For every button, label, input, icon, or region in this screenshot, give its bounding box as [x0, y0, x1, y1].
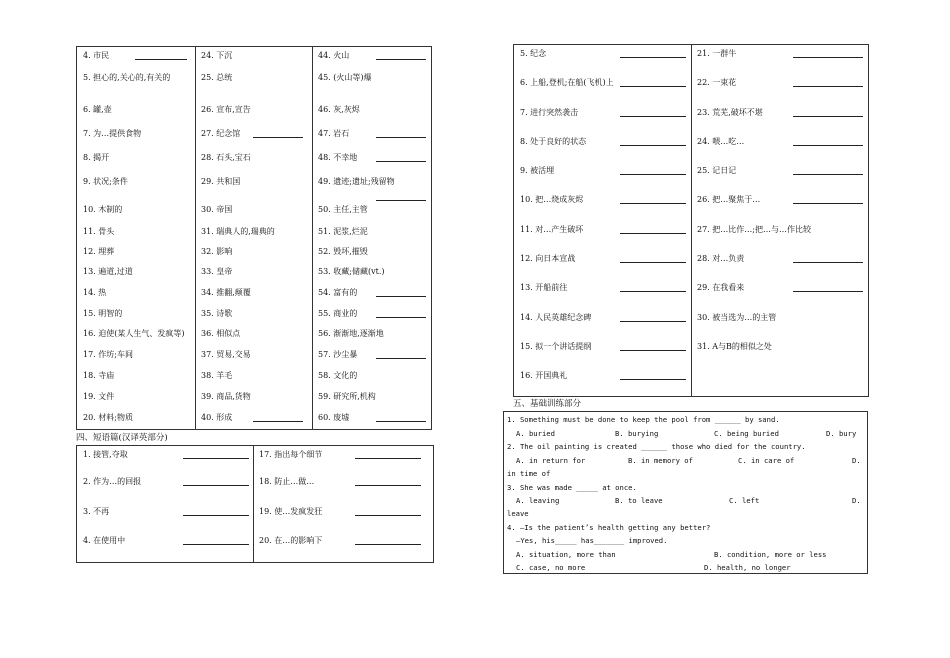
column-divider	[691, 45, 692, 396]
q2-option-d: D.	[852, 456, 861, 465]
answer-blank[interactable]	[183, 507, 249, 516]
phrase-item: 3. 不再	[83, 507, 110, 516]
answer-blank[interactable]	[183, 450, 249, 459]
vocab-item: 14. 热	[83, 288, 107, 297]
vocab-item: 35. 诗歌	[201, 309, 233, 318]
vocab-item: 52. 毁坏,摧毁	[318, 247, 368, 256]
phrase-item: 2. 作为…的回报	[83, 477, 142, 486]
vocab-item: 8. 揭开	[83, 153, 110, 162]
q1-option-d: D. bury	[826, 429, 857, 438]
answer-blank[interactable]	[376, 413, 426, 422]
vocab-item: 15. 明智的	[83, 309, 123, 318]
vocab-item: 45. (火山等)爆	[318, 73, 372, 82]
vocab-item: 37. 贸易,交易	[201, 350, 251, 359]
q3-option-c: C. left	[729, 496, 760, 505]
vocab-item: 16. 迫使(某人生气、发疯等)	[83, 329, 185, 338]
answer-blank[interactable]	[620, 137, 686, 146]
phrase-column-left	[83, 446, 251, 562]
vocab-item: 60. 废墟	[318, 413, 350, 422]
vocab-item: 57. 沙尘暴	[318, 350, 358, 359]
vocab-item: 39. 商品,货物	[201, 392, 251, 401]
exercise-box	[503, 411, 868, 574]
q2-option-d-text: in time of	[507, 469, 551, 478]
vocab-table-left	[76, 46, 432, 430]
vocab-item: 48. 不幸地	[318, 153, 358, 162]
answer-blank[interactable]	[355, 507, 421, 516]
vocab-item: 30. 帝国	[201, 205, 233, 214]
vocab-item: 36. 相似点	[201, 329, 241, 338]
vocab-item: 7. 为…提供食物	[83, 129, 142, 138]
answer-blank[interactable]	[376, 192, 426, 201]
q3-option-a: A. leaving	[516, 496, 560, 505]
vocab-column-2	[201, 47, 309, 429]
vocab-item: 49. 遗迹;遗址;残留物	[318, 177, 395, 186]
vocab-item: 13. 遍道,过道	[83, 267, 133, 276]
vocab-item: 12. 埋葬	[83, 247, 115, 256]
vocab-item: 6. 罐,壶	[83, 105, 112, 114]
q4-option-b: B. condition, more or less	[714, 550, 827, 559]
answer-blank[interactable]	[793, 78, 863, 87]
answer-blank[interactable]	[376, 153, 426, 162]
vocab-item: 44. 火山	[318, 51, 350, 60]
vocab-item: 31. 瑞典人的,瑞典的	[201, 227, 275, 236]
vocab-item: 4. 市民	[83, 51, 110, 60]
answer-blank[interactable]	[620, 371, 686, 380]
answer-blank[interactable]	[376, 309, 426, 318]
vocab-item: 22. 一束花	[697, 78, 737, 87]
phrase-column-right	[259, 446, 429, 562]
answer-blank[interactable]	[793, 254, 863, 263]
vocab-column-left	[520, 45, 688, 396]
vocab-item: 10. 木制的	[83, 205, 123, 214]
answer-blank[interactable]	[793, 49, 863, 58]
vocab-item: 27. 把…比作…;把…与…作比较	[697, 225, 811, 234]
q3-option-b: B. to leave	[615, 496, 663, 505]
vocab-item: 5. 担心的,关心的,有关的	[83, 73, 171, 82]
answer-blank[interactable]	[355, 536, 421, 545]
vocab-item: 51. 泥浆,烂泥	[318, 227, 368, 236]
vocab-item: 11. 骨头	[83, 227, 115, 236]
vocab-item: 58. 文化的	[318, 371, 358, 380]
vocab-item: 25. 记日记	[697, 166, 737, 175]
answer-blank[interactable]	[793, 283, 863, 292]
answer-blank[interactable]	[183, 536, 249, 545]
q2-option-a: A. in return for	[516, 456, 586, 465]
vocab-item: 5. 纪念	[520, 49, 547, 58]
answer-blank[interactable]	[376, 350, 426, 359]
vocab-item: 46. 灰,灰烬	[318, 105, 360, 114]
phrase-item: 19. 使…发疯发狂	[259, 507, 323, 516]
vocab-item: 56. 渐渐地,逐渐地	[318, 329, 384, 338]
vocab-item: 24. 下沉	[201, 51, 233, 60]
column-divider	[253, 446, 254, 562]
vocab-item: 59. 研究所,机构	[318, 392, 376, 401]
q4-option-d: D. health, no longer	[704, 563, 791, 572]
answer-blank[interactable]	[183, 477, 249, 486]
column-divider	[312, 47, 313, 429]
answer-blank[interactable]	[620, 108, 686, 117]
vocab-item: 30. 被当选为…的主管	[697, 313, 777, 322]
answer-blank[interactable]	[376, 129, 426, 138]
answer-blank[interactable]	[620, 313, 686, 322]
vocab-item: 34. 推翻,颠覆	[201, 288, 251, 297]
answer-blank[interactable]	[620, 195, 686, 204]
vocab-item: 40. 形成	[201, 413, 233, 422]
answer-blank[interactable]	[620, 49, 686, 58]
vocab-item: 12. 向日本宣战	[520, 254, 576, 263]
answer-blank[interactable]	[793, 166, 863, 175]
vocab-item: 29. 共和国	[201, 177, 241, 186]
column-divider	[195, 47, 196, 429]
vocab-item: 17. 作坊;车间	[83, 350, 133, 359]
q3-option-d-text: leave	[507, 509, 529, 518]
phrase-item: 18. 防止…做…	[259, 477, 315, 486]
vocab-item: 31. A与B的相似之处	[697, 342, 772, 351]
phrase-table	[76, 445, 434, 563]
vocab-item: 11. 对…产生破坏	[520, 225, 584, 234]
answer-blank[interactable]	[355, 477, 421, 486]
vocab-item: 20. 材料;物质	[83, 413, 133, 422]
vocab-item: 50. 主任,主管	[318, 205, 368, 214]
vocab-item: 29. 在我看来	[697, 283, 745, 292]
answer-blank[interactable]	[135, 51, 187, 60]
vocab-item: 28. 对…负责	[697, 254, 745, 263]
vocab-item: 18. 寺庙	[83, 371, 115, 380]
vocab-table-right	[513, 44, 869, 397]
phrase-item: 17. 指出每个细节	[259, 450, 323, 459]
phrase-item: 20. 在…的影响下	[259, 536, 323, 545]
vocab-item: 38. 羊毛	[201, 371, 233, 380]
answer-blank[interactable]	[793, 195, 863, 204]
vocab-column-right	[697, 45, 867, 396]
q1-option-c: C. being buried	[714, 429, 779, 438]
section-4-title: 四、短语篇(汉译英部分)	[76, 433, 168, 443]
section-5-title: 五、基础训练部分	[513, 399, 582, 409]
vocab-item: 25. 总统	[201, 73, 233, 82]
vocab-item: 9. 状况;条件	[83, 177, 128, 186]
answer-blank[interactable]	[253, 129, 303, 138]
vocab-item: 32. 影响	[201, 247, 233, 256]
vocab-item: 26. 把…聚焦于…	[697, 195, 761, 204]
vocab-item: 19. 文件	[83, 392, 115, 401]
vocab-item: 14. 人民英雄纪念碑	[520, 313, 592, 322]
vocab-item: 53. 收藏;储藏(vt.)	[318, 267, 385, 276]
phrase-item: 1. 接管,夺取	[83, 450, 128, 459]
vocab-item: 24. 喂…吃…	[697, 137, 745, 146]
q2-option-c: C. in care of	[738, 456, 795, 465]
vocab-item: 26. 宣布,宣告	[201, 105, 251, 114]
answer-blank[interactable]	[620, 254, 686, 263]
answer-blank[interactable]	[620, 78, 686, 87]
question-1: 1. Something must be done to keep the pool from ______ by sand.	[507, 415, 780, 424]
vocab-item: 15. 拟一个讲话提纲	[520, 342, 592, 351]
vocab-item: 28. 石头,宝石	[201, 153, 251, 162]
phrase-item: 4. 在使用中	[83, 536, 126, 545]
answer-blank[interactable]	[620, 342, 686, 351]
answer-blank[interactable]	[376, 288, 426, 297]
vocab-item: 13. 开船前往	[520, 283, 568, 292]
vocab-item: 8. 处于良好的状态	[520, 137, 587, 146]
vocab-item: 33. 皇帝	[201, 267, 233, 276]
vocab-item: 47. 岩石	[318, 129, 350, 138]
q1-option-b: B. burying	[615, 429, 659, 438]
vocab-item: 6. 上船,登机;在船(飞机)上	[520, 78, 614, 87]
vocab-item: 9. 被活埋	[520, 166, 555, 175]
q3-option-d: D.	[852, 496, 861, 505]
answer-blank[interactable]	[793, 108, 863, 117]
answer-blank[interactable]	[620, 166, 686, 175]
vocab-item: 21. 一群牛	[697, 49, 737, 58]
answer-blank[interactable]	[253, 413, 303, 422]
q1-option-a: A. buried	[516, 429, 555, 438]
answer-blank[interactable]	[620, 225, 686, 234]
vocab-item: 7. 进行突然袭击	[520, 108, 579, 117]
question-4: 4. —Is the patient’s health getting any better?	[507, 523, 711, 532]
vocab-column-3	[318, 47, 430, 429]
vocab-item: 27. 纪念馆	[201, 129, 241, 138]
vocab-item: 10. 把…烧成灰烬	[520, 195, 584, 204]
answer-blank[interactable]	[376, 51, 426, 60]
answer-blank[interactable]	[620, 283, 686, 292]
vocab-item: 23. 荒芜,破坏不堪	[697, 108, 763, 117]
answer-blank[interactable]	[793, 137, 863, 146]
vocab-column-1	[83, 47, 193, 429]
question-2: 2. The oil painting is created ______ those who died for the country.	[507, 442, 806, 451]
q4-option-a: A. situation, more than	[516, 550, 616, 559]
question-4-reply: —Yes, his_____ has_______ improved.	[516, 536, 668, 545]
q2-option-b: B. in memory of	[628, 456, 693, 465]
vocab-item: 55. 商业的	[318, 309, 358, 318]
q4-option-c: C. case, no more	[516, 563, 586, 572]
vocab-item: 16. 开国典礼	[520, 371, 568, 380]
question-3: 3. She was made _____ at once.	[507, 483, 637, 492]
vocab-item: 54. 富有的	[318, 288, 358, 297]
answer-blank[interactable]	[355, 450, 421, 459]
